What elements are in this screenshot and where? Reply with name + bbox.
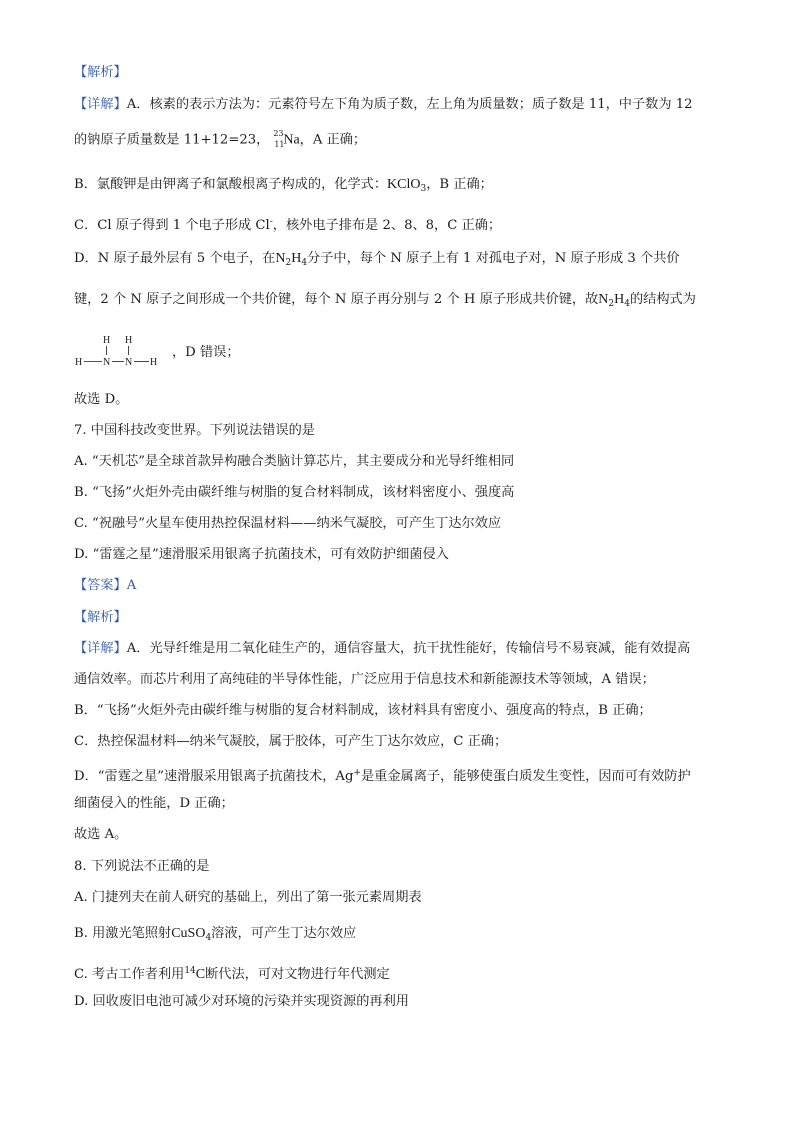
c14-symbol: C [195, 967, 206, 982]
q6-detail-c [74, 213, 724, 235]
struct-h-left: H [75, 357, 83, 368]
struct-h-top-left: H [103, 335, 111, 346]
n2h4-n-2: N [598, 292, 609, 307]
c14-mass-number: 14 [184, 966, 196, 976]
na-atomic-number: 11 [274, 140, 285, 149]
q7-detail-a-line2: 通信效率。而芯片利用了高纯硅的半导体性能，广泛应用于信息技术和新能源技术等领域，A 错误； [74, 672, 655, 687]
struct-n-right: N [125, 357, 133, 368]
kclo3-subscript: 3 [420, 184, 427, 194]
q8-stem: 8. 下列说法不正确的是 [74, 859, 210, 874]
q8-c-text1: C. 考古工作者利用 [74, 967, 185, 982]
kclo3-formula: KClO [387, 177, 421, 192]
q6-d-text4: 的结构式为 [630, 292, 696, 307]
q6-a-text2: 的钠原子质量数是 11+12=23， [74, 132, 270, 148]
struct-n-left: N [103, 357, 111, 368]
n2h4-sub4: 4 [301, 258, 308, 268]
cuso4-subscript: 4 [205, 933, 212, 943]
q6-d-text2: 分子中，每个 N 原子上有 1 对孤电子对，N 原子形成 3 个共价 [307, 251, 680, 266]
q7-option-b: B. “飞扬”火炬外壳由碳纤维与树脂的复合材料制成，该材料密度小、强度高 [74, 485, 515, 500]
q6-xiangjie-tag: 【详解】 [74, 97, 127, 112]
q8-option-c [74, 962, 724, 984]
na-symbol: Na [283, 132, 300, 148]
q6-detail-d-line2 [74, 291, 724, 313]
q7-xiangjie-tag: 【详解】 [74, 641, 127, 656]
n2h4-h-2: H [614, 292, 625, 307]
struct-h-top-right: H [125, 335, 133, 346]
q7-option-c: C. “祝融号”火星车使用热控保温材料——纳米气凝胶，可产生丁达尔效应 [74, 516, 502, 531]
q6-c-text: C．Cl 原子得到 1 个电子形成 Cl [74, 218, 270, 233]
n2h4-structural-formula [74, 333, 170, 369]
q7-a-text1: A．光导纤维是用二氧化硅生产的，通信容量大，抗干扰性能好，传输信号不易衰减，能有效提高 [126, 641, 691, 656]
na-nuclide [273, 131, 283, 149]
q7-d-text2: 是重金属离子，能够使蛋白质发生变性，因而可有效防护 [360, 769, 691, 784]
q7-jiexi-heading: 【解析】 [74, 610, 127, 625]
q6-detail-d-line1 [74, 250, 724, 272]
n2h4-sub2: 2 [285, 258, 292, 268]
q8-option-b [74, 925, 724, 947]
q6-detail-b [74, 176, 724, 198]
q7-detail-c: C．热控保温材料—纳米气凝胶，属于胶体，可产生丁达尔效应，C 正确； [74, 734, 508, 749]
q7-stem: 7. 中国科技改变世界。下列说法错误的是 [74, 423, 315, 438]
q6-d-text1: D．N 原子最外层有 5 个电子，在 [74, 251, 276, 266]
q7-detail-d-line2: 细菌侵入的性能，D 正确； [74, 796, 234, 811]
q6-detail-a-line2 [74, 131, 724, 150]
q6-b-text: B．氯酸钾是由钾离子和氯酸根离子构成的，化学式： [74, 177, 388, 192]
q6-choose: 故选 D。 [74, 392, 129, 407]
q7-option-d: D. “雷霆之星”速滑服采用银离子抗菌技术，可有效防护细菌侵入 [74, 547, 449, 562]
n2h4-n: N [275, 251, 286, 266]
q6-b-text2: ，B 正确； [426, 177, 493, 192]
q7-option-a: A. “天机芯”是全球首款异构融合类脑计算芯片，其主要成分和光导纤维相同 [74, 454, 515, 469]
q6-c-text2: ，核外电子排布是 2、8、8，C 正确； [272, 218, 502, 233]
q7-detail-d-line1 [74, 764, 724, 786]
q7-answer-text: 【答案】A [74, 578, 137, 593]
n2h4-sub2-2: 2 [608, 299, 615, 309]
q8-b-text2: 溶液，可产生丁达尔效应 [211, 926, 357, 941]
q6-a-text3: ，A 正确； [299, 132, 367, 148]
q6-detail-a-line1 [74, 96, 724, 114]
q7-choose: 故选 A。 [74, 827, 128, 842]
q6-a-text1: A．核素的表示方法为：元素符号左下角为质子数，左上角为质量数；质子数是 11，中子数为 12 [126, 97, 693, 112]
q6-d-text3: 键，2 个 N 原子之间形成一个共价键，每个 N 原子再分别与 2 个 H 原子形成共价键，故 [74, 292, 599, 307]
q7-answer [74, 577, 724, 595]
q6-detail-d-line3: ，D 错误； [172, 345, 240, 360]
q8-option-d: D. 回收废旧电池可减少对环境的污染并实现资源的再利用 [74, 994, 409, 1009]
na-mass-number: 23 [273, 129, 284, 138]
q8-c-text2: 断代法，可对文物进行年代测定 [205, 967, 390, 982]
q8-option-a: A. 门捷列夫在前人研究的基础上，列出了第一张元素周期表 [74, 890, 422, 905]
n2h4-h: H [291, 251, 302, 266]
ag-ion-charge: + [353, 768, 361, 778]
q8-b-text1: B. 用激光笔照射 [74, 926, 172, 941]
cuso4-formula: CuSO [171, 926, 206, 941]
cl-ion-charge: - [269, 217, 273, 227]
q7-detail-b: B．“飞扬”火炬外壳由碳纤维与树脂的复合材料制成，该材料具有密度小、强度高的特点，B 正确； [74, 703, 652, 718]
struct-h-right: H [150, 357, 158, 368]
q7-d-text1: D．“雷霆之星”速滑服采用银离子抗菌技术，Ag [74, 769, 354, 784]
q7-detail-a-line1 [74, 640, 724, 658]
n2h4-sub4-2: 4 [624, 299, 630, 309]
q6-jiexi-heading: 【解析】 [74, 65, 127, 80]
